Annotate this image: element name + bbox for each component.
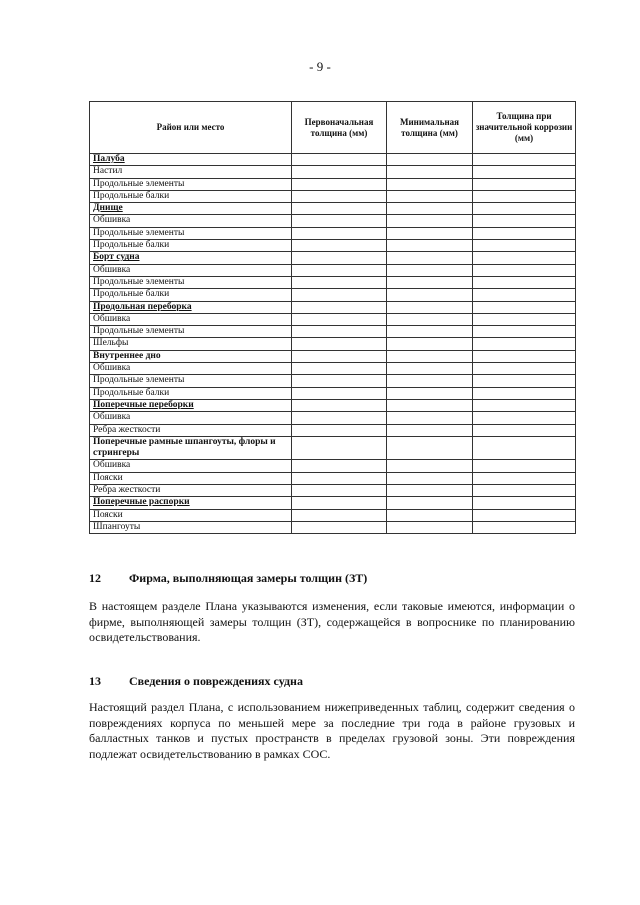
page-number: - 9 - <box>309 59 331 74</box>
empty-cell <box>387 240 473 252</box>
empty-cell <box>387 178 473 190</box>
empty-cell <box>387 363 473 375</box>
empty-cell <box>473 375 576 387</box>
empty-cell <box>387 399 473 411</box>
empty-cell <box>473 276 576 288</box>
empty-cell <box>292 301 387 313</box>
table-row <box>90 301 576 313</box>
empty-cell <box>473 289 576 301</box>
empty-cell <box>473 240 576 252</box>
empty-cell <box>387 313 473 325</box>
empty-cell <box>473 387 576 399</box>
row-label: Продольные балки <box>90 289 292 301</box>
row-label: Продольные балки <box>90 240 292 252</box>
section-13-text: Настоящий раздел Плана, с использованием нижеприведенных таблиц, содержит сведения о повреждениях корпуса по меньшей мере за последние три года в районе грузовых и балластных танков и пустых пространств в пределах грузовой зоны. Эти повреждения подлежат освидетельствованию в рамках СОС. <box>89 700 575 761</box>
table-row <box>90 203 576 215</box>
table-row <box>90 338 576 350</box>
table-row <box>90 363 576 375</box>
table-row <box>90 485 576 497</box>
empty-cell <box>387 497 473 509</box>
row-label: Пояски <box>90 509 292 521</box>
empty-cell <box>387 276 473 288</box>
section-13-number: 13 <box>89 674 101 688</box>
empty-cell <box>292 203 387 215</box>
row-label: Пояски <box>90 472 292 484</box>
table-row <box>90 276 576 288</box>
table-row <box>90 436 576 460</box>
empty-cell <box>473 472 576 484</box>
header-minimum-thickness: Минимальная толщина (мм) <box>387 102 473 154</box>
row-label: Обшивка <box>90 412 292 424</box>
table-row <box>90 387 576 399</box>
empty-cell <box>292 521 387 533</box>
row-label: Днище <box>90 203 292 215</box>
table-row <box>90 240 576 252</box>
row-label: Обшивка <box>90 264 292 276</box>
empty-cell <box>473 203 576 215</box>
empty-cell <box>292 387 387 399</box>
table-row <box>90 326 576 338</box>
empty-cell <box>473 424 576 436</box>
empty-cell <box>387 424 473 436</box>
empty-cell <box>292 178 387 190</box>
empty-cell <box>292 313 387 325</box>
empty-cell <box>387 289 473 301</box>
section-13-title: Сведения о повреждениях судна <box>129 674 303 688</box>
row-label: Продольные элементы <box>90 326 292 338</box>
empty-cell <box>387 227 473 239</box>
empty-cell <box>387 203 473 215</box>
table-row <box>90 424 576 436</box>
empty-cell <box>473 363 576 375</box>
empty-cell <box>292 497 387 509</box>
empty-cell <box>473 399 576 411</box>
table-row <box>90 399 576 411</box>
row-label: Продольные балки <box>90 387 292 399</box>
empty-cell <box>292 399 387 411</box>
empty-cell <box>292 412 387 424</box>
row-label: Ребра жесткости <box>90 424 292 436</box>
empty-cell <box>292 289 387 301</box>
empty-cell <box>387 460 473 472</box>
row-label: Обшивка <box>90 313 292 325</box>
empty-cell <box>387 166 473 178</box>
empty-cell <box>387 412 473 424</box>
table-row <box>90 472 576 484</box>
row-label: Обшивка <box>90 460 292 472</box>
section-12-number: 12 <box>89 571 101 585</box>
empty-cell <box>387 215 473 227</box>
empty-cell <box>292 350 387 362</box>
table-row <box>90 375 576 387</box>
row-label: Палуба <box>90 154 292 166</box>
empty-cell <box>473 460 576 472</box>
empty-cell <box>473 252 576 264</box>
section-12-text: В настоящем разделе Плана указываются изменения, если таковые имеются, информации о фирме, выполняющей замеры толщин (ЗТ), содержащейся в вопроснике по планированию освидетельствования. <box>89 599 575 644</box>
header-original-thickness: Первоначальная толщина (мм) <box>292 102 387 154</box>
row-label: Продольные элементы <box>90 227 292 239</box>
table-row <box>90 227 576 239</box>
table-header-row <box>90 102 576 154</box>
empty-cell <box>473 313 576 325</box>
table-row <box>90 215 576 227</box>
thickness-table <box>89 101 576 534</box>
empty-cell <box>387 350 473 362</box>
row-label: Продольные элементы <box>90 276 292 288</box>
empty-cell <box>387 387 473 399</box>
empty-cell <box>473 485 576 497</box>
empty-cell <box>473 436 576 460</box>
table-row <box>90 190 576 202</box>
row-label: Борт судна <box>90 252 292 264</box>
empty-cell <box>387 375 473 387</box>
section-12-heading <box>89 571 367 586</box>
section-12-title: Фирма, выполняющая замеры толщин (ЗТ) <box>129 571 368 585</box>
empty-cell <box>292 375 387 387</box>
row-label: Продольные балки <box>90 190 292 202</box>
row-label: Продольные элементы <box>90 375 292 387</box>
table-row <box>90 509 576 521</box>
section-13-heading <box>89 674 303 689</box>
empty-cell <box>473 412 576 424</box>
empty-cell <box>292 363 387 375</box>
empty-cell <box>292 276 387 288</box>
empty-cell <box>473 154 576 166</box>
table-row <box>90 313 576 325</box>
table-row <box>90 350 576 362</box>
empty-cell <box>387 326 473 338</box>
empty-cell <box>292 154 387 166</box>
table-row <box>90 264 576 276</box>
empty-cell <box>387 485 473 497</box>
row-label: Шельфы <box>90 338 292 350</box>
empty-cell <box>387 252 473 264</box>
empty-cell <box>292 485 387 497</box>
empty-cell <box>387 472 473 484</box>
empty-cell <box>473 178 576 190</box>
empty-cell <box>292 436 387 460</box>
empty-cell <box>292 424 387 436</box>
row-label: Внутреннее дно <box>90 350 292 362</box>
row-label: Поперечные распорки <box>90 497 292 509</box>
empty-cell <box>473 521 576 533</box>
empty-cell <box>473 497 576 509</box>
empty-cell <box>387 154 473 166</box>
empty-cell <box>292 252 387 264</box>
empty-cell <box>387 521 473 533</box>
header-corrosion-thickness: Толщина при значительной коррозии (мм) <box>473 102 576 154</box>
empty-cell <box>292 326 387 338</box>
empty-cell <box>473 190 576 202</box>
table-row <box>90 460 576 472</box>
row-label: Продольные элементы <box>90 178 292 190</box>
table-row <box>90 412 576 424</box>
empty-cell <box>292 240 387 252</box>
row-label: Шпангоуты <box>90 521 292 533</box>
empty-cell <box>473 326 576 338</box>
row-label: Настил <box>90 166 292 178</box>
table-row <box>90 289 576 301</box>
empty-cell <box>292 215 387 227</box>
table-row <box>90 178 576 190</box>
row-label: Обшивка <box>90 363 292 375</box>
empty-cell <box>292 338 387 350</box>
table-row <box>90 154 576 166</box>
table-row <box>90 252 576 264</box>
row-label: Поперечные переборки <box>90 399 292 411</box>
row-label: Поперечные рамные шпангоуты, флоры и стрингеры <box>90 436 292 460</box>
table-row <box>90 166 576 178</box>
empty-cell <box>387 264 473 276</box>
empty-cell <box>473 338 576 350</box>
row-label: Ребра жесткости <box>90 485 292 497</box>
empty-cell <box>387 190 473 202</box>
table-row <box>90 521 576 533</box>
row-label: Обшивка <box>90 215 292 227</box>
empty-cell <box>292 190 387 202</box>
empty-cell <box>292 460 387 472</box>
empty-cell <box>292 472 387 484</box>
empty-cell <box>473 264 576 276</box>
row-label: Продольная переборка <box>90 301 292 313</box>
header-area: Район или место <box>90 102 292 154</box>
empty-cell <box>387 301 473 313</box>
empty-cell <box>387 436 473 460</box>
empty-cell <box>387 338 473 350</box>
empty-cell <box>473 301 576 313</box>
table-row <box>90 497 576 509</box>
empty-cell <box>387 509 473 521</box>
empty-cell <box>473 215 576 227</box>
empty-cell <box>292 509 387 521</box>
empty-cell <box>473 166 576 178</box>
empty-cell <box>292 227 387 239</box>
empty-cell <box>292 264 387 276</box>
empty-cell <box>473 350 576 362</box>
empty-cell <box>473 227 576 239</box>
empty-cell <box>473 509 576 521</box>
empty-cell <box>292 166 387 178</box>
